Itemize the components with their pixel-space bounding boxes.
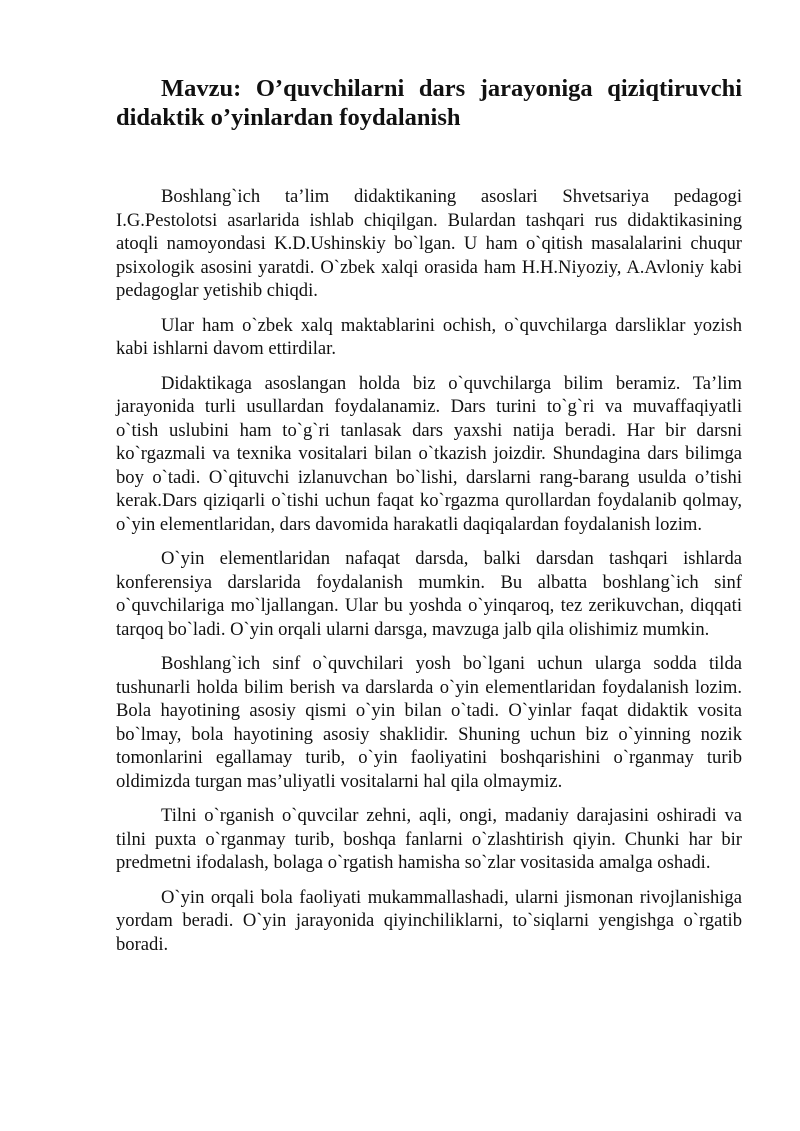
paragraph-7: O`yin orqali bola faoliyati mukammallashadi, ularni jismonan rivojlanishiga yordam beradi. O`yin jarayonida qiyinchiliklarni, to`siqlarni yengishga o`rgatib boradi. [116, 886, 742, 955]
paragraph-4: O`yin elementlaridan nafaqat darsda, balki darsdan tashqari ishlarda konferensiya darslarida foydalanish mumkin. Bu albatta boshlang`ich sinf o`quvchilariga mo`ljallangan. Ular bu yoshda o`yinqaroq, tez zerikuvchan, diqqati tarqoq bo`ladi. O`yin orqali ularni darsga, mavzuga jalb qila olishimiz mumkin. [116, 548, 742, 640]
paragraph-5: Boshlang`ich sinf o`quvchilari yosh bo`lgani uchun ularga sodda tilda tushunarli holda bilim berish va darslarda o`yin elementlaridan foydalanish lozim. Bola hayotining asosiy qismi o`yin bilan o`tadi. O`yinlar faqat didaktik vosita bo`lmay, bola hayotining asosiy shaklidir. Shuning uchun biz o`yinning nozik tomonlarini egallamay turib, o`yin faoliyatini boshqarishini o`rganmay turib oldimizda turgan mas’uliyatli vositalarni hal qila olmaymiz. [116, 653, 742, 792]
document-title: Mavzu: O’quvchilarni dars jarayoniga qiziqtiruvchi didaktik o’yinlardan foydalanish [116, 75, 742, 131]
paragraph-2: Ular ham o`zbek xalq maktablarini ochish, o`quvchilarga darsliklar yozish kabi ishlarni davom ettirdilar. [116, 314, 742, 359]
paragraph-6: Tilni o`rganish o`quvcilar zehni, aqli, ongi, madaniy darajasini oshiradi va tilni puxta o`rganmay turib, boshqa fanlarni o`zlashtirish qiyin. Chunki har bir predmetni ifodalash, bolaga o`rgatish hamisha so`zlar vositasida amalga oshadi. [116, 805, 742, 873]
paragraph-1: Boshlang`ich ta’lim didaktikaning asoslari Shvetsariya pedagogi I.G.Pestolotsi asarlarida ishlab chiqilgan. Bulardan tashqari rus didaktikasining atoqli namoyondasi K.D.Ushinskiy bo`lgan. U ham o`qitish masalalarini chuqur psixologik asosini yaratdi. O`zbek xalqi orasida ham H.H.Niyoziy, A.Avloniy kabi pedagoglar yetishib chiqdi. [116, 186, 742, 301]
document-body [116, 185, 742, 956]
document-page [116, 74, 742, 967]
paragraph-3: Didaktikaga asoslangan holda biz o`quvchilarga bilim beramiz. Ta’lim jarayonida turli usullardan foydalanamiz. Dars turini to`g`ri va muvaffaqiyatli o`tish uslubini ham to`g`ri tanlasak dars yaxshi natija beradi. Har bir darsni ko`rgazmali va texnika vositalari bilan o`tkazish joizdir. Shundagina dars bilimga boy o`tadi. O`qituvchi izlanuvchan bo`lishi, darslarni rang-barang usulda o’tishi kerak.Dars qiziqarli o`tishi uchun faqat ko`rgazma qurollardan foydalanib qolmay, o`yin elementlaridan, dars davomida harakatli daqiqalardan foydalanish lozim. [116, 372, 742, 535]
